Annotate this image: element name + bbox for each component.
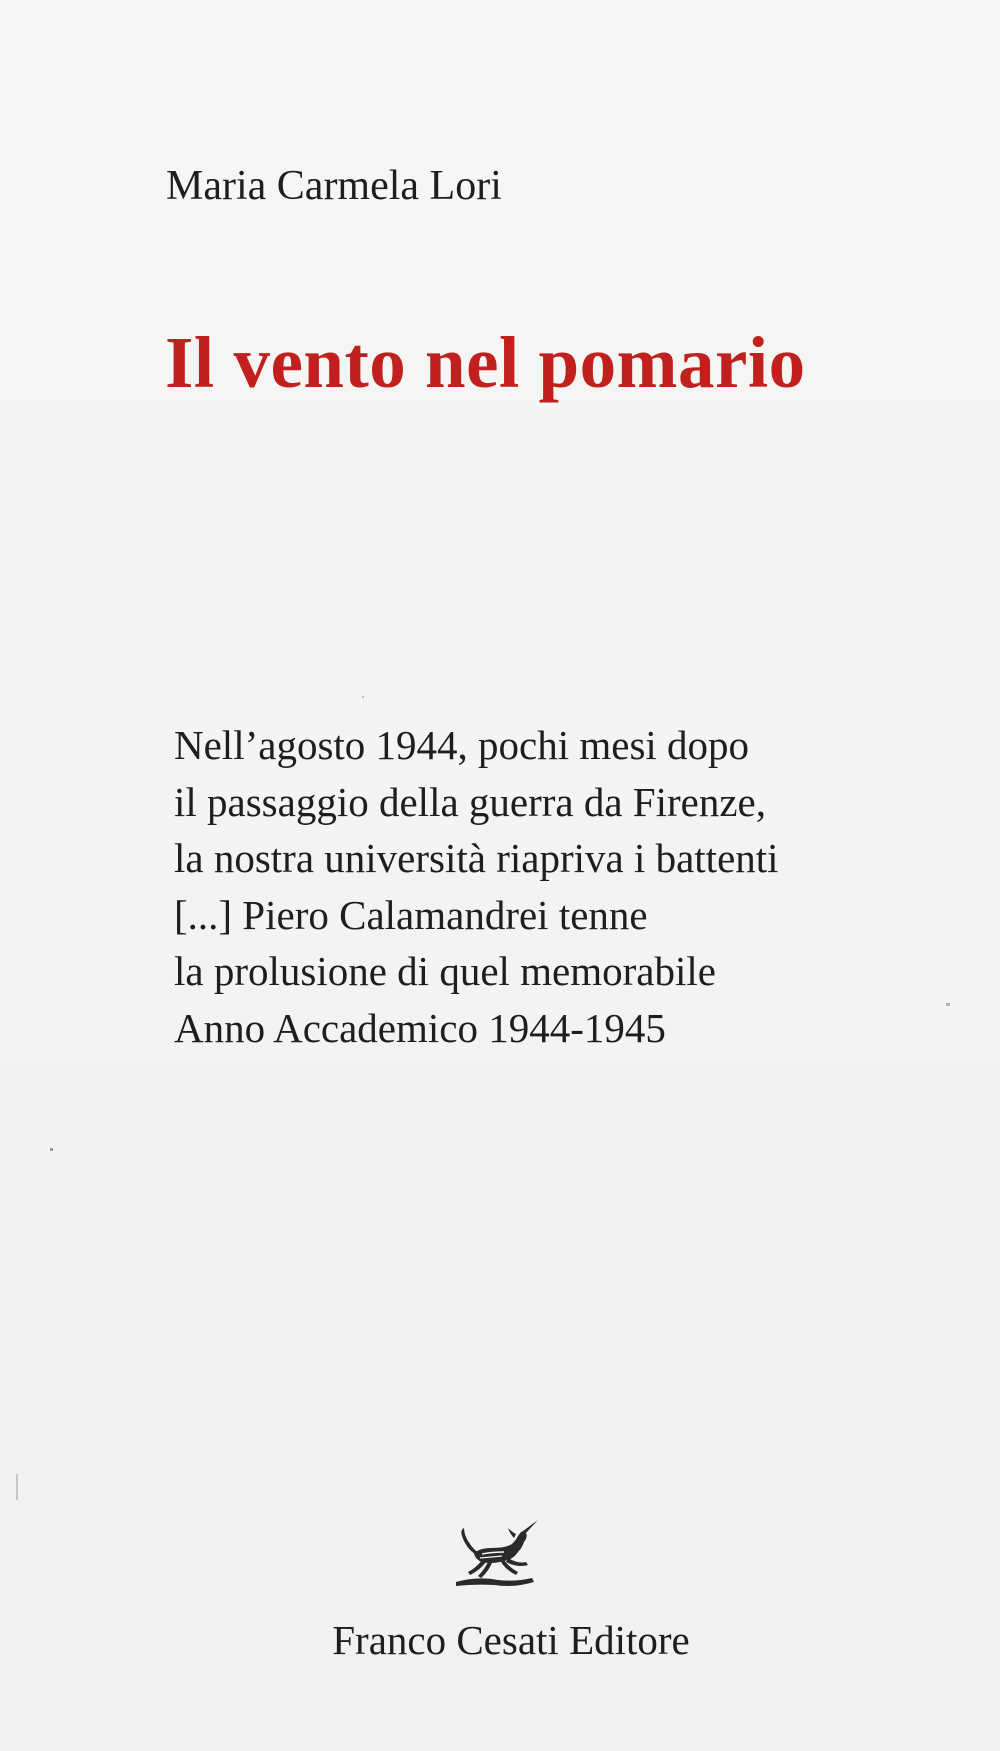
cover-speck (946, 1003, 950, 1006)
cover-blurb (174, 717, 964, 1056)
author-name: Maria Carmela Lori (166, 163, 502, 209)
cover-speck (16, 1474, 18, 1500)
unicorn-icon (448, 1518, 540, 1592)
blurb-line: [...] Piero Calamandrei tenne (174, 891, 648, 938)
blurb-line: la nostra università riapriva i battenti (174, 835, 779, 881)
blurb-line: la prolusione di quel memorabile (174, 948, 716, 994)
publisher-name: Franco Cesati Editore (332, 1617, 690, 1663)
book-title: Il vento nel pomario (165, 322, 806, 403)
cover-speck (50, 1148, 53, 1151)
blurb-line: Anno Accademico 1944-1945 (174, 1004, 666, 1051)
blurb-line: il passaggio della guerra da Firenze, (174, 778, 766, 825)
blurb-line: Nell’agosto 1944, pochi mesi dopo (174, 722, 750, 768)
cover-speck (362, 696, 364, 698)
